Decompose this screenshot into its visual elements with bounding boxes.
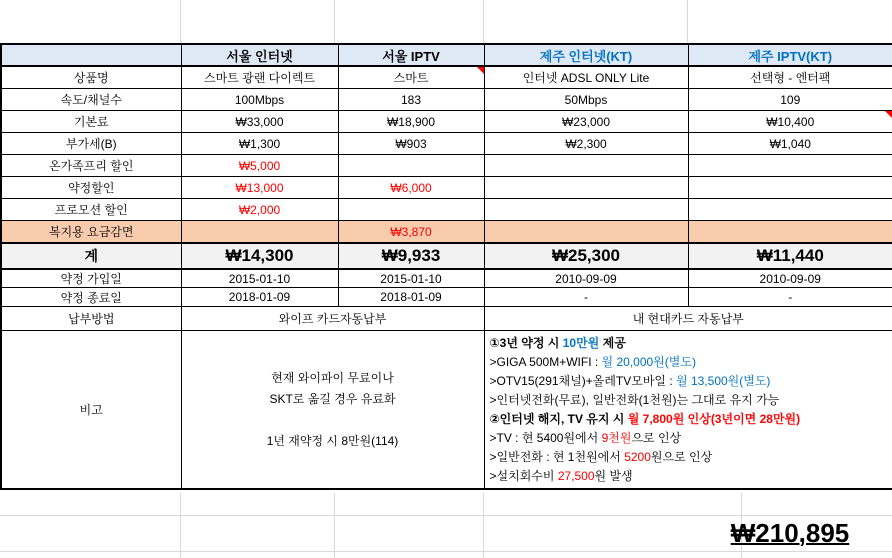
table-row-welfare-discount [1, 221, 892, 244]
table-cell[interactable]: ₩1,040 [688, 133, 892, 155]
note-segment: 원으로 인상 [650, 449, 713, 464]
plan-comparison-table [0, 43, 892, 490]
note-segment: >일반전화 : 현 1천원에서 [489, 449, 625, 464]
payment-cell-jeju[interactable]: 내 현대카드 자동납부 [484, 307, 892, 331]
table-cell[interactable] [688, 221, 892, 244]
note-segment: 원 발생 [594, 468, 633, 483]
table-row-vat [1, 133, 892, 155]
table-cell[interactable]: 183 [338, 89, 484, 111]
table-cell[interactable]: 50Mbps [484, 89, 688, 111]
table-row-contract-discount [1, 177, 892, 199]
note-segment: ①3년 약정 시 [489, 335, 563, 350]
table-cell[interactable]: - [688, 288, 892, 307]
corner-header-cell[interactable] [1, 44, 181, 66]
table-cell[interactable]: ₩14,300 [181, 243, 338, 269]
table-row-speed [1, 89, 892, 111]
note-segment: 으로 인상 [631, 430, 682, 445]
column-header-jeju-iptv[interactable]: 제주 IPTV(KT) [688, 44, 892, 66]
note-line [490, 467, 888, 486]
row-label[interactable]: 상품명 [1, 66, 181, 89]
table-cell[interactable]: ₩13,000 [181, 177, 338, 199]
table-row-family-discount [1, 155, 892, 177]
note-segment: ②인터넷 해지, TV 유지 시 [489, 411, 628, 426]
note-line: SKT로 옮길 경우 유료화 [269, 391, 396, 406]
table-cell[interactable] [484, 177, 688, 199]
note-line [490, 353, 888, 372]
table-row-base-fee [1, 111, 892, 133]
table-cell[interactable]: 스마트 광랜 다이렉트 [181, 66, 338, 89]
table-cell[interactable]: ₩3,870 [338, 221, 484, 244]
row-label[interactable]: 속도/채널수 [1, 89, 181, 111]
note-line [490, 410, 888, 429]
row-label[interactable]: 부가세(B) [1, 133, 181, 155]
column-header-seoul-internet[interactable]: 서울 인터넷 [181, 44, 338, 66]
gridline [180, 493, 181, 558]
row-label[interactable]: 온가족프리 할인 [1, 155, 181, 177]
table-cell[interactable]: ₩23,000 [484, 111, 688, 133]
note-segment: >OTV15(291채널)+올레TV모바일 : [489, 373, 677, 388]
comment-indicator [477, 67, 484, 74]
gridline [483, 493, 484, 558]
note-segment: 27,500 [557, 468, 595, 483]
row-label[interactable]: 기본료 [1, 111, 181, 133]
table-row-notes [1, 331, 892, 490]
table-cell[interactable]: 2015-01-10 [338, 269, 484, 288]
table-cell[interactable]: 100Mbps [181, 89, 338, 111]
notes-cell-jeju[interactable] [484, 331, 892, 490]
grand-total-cell[interactable]: ₩210,895 [730, 518, 850, 548]
table-cell[interactable] [484, 155, 688, 177]
note-segment: 제공 [599, 335, 626, 350]
row-label[interactable]: 복지용 요금감면 [1, 221, 181, 244]
note-line [490, 429, 888, 448]
note-line [490, 372, 888, 391]
row-label[interactable]: 약정 가입일 [1, 269, 181, 288]
table-cell[interactable]: ₩6,000 [338, 177, 484, 199]
note-line [490, 391, 888, 410]
table-cell[interactable]: ₩1,300 [181, 133, 338, 155]
gridline [483, 0, 484, 43]
note-segment: >인터넷전화(무료), 일반전화(1천원)는 그대로 유지 가능 [489, 392, 780, 407]
table-row-total [1, 243, 892, 269]
table-cell[interactable] [688, 111, 892, 133]
table-cell[interactable]: - [484, 288, 688, 307]
header-row [1, 44, 892, 66]
note-segment: 10만원 [562, 335, 600, 350]
row-label[interactable]: 납부방법 [1, 307, 181, 331]
note-segment: >TV : 현 5400원에서 [489, 430, 602, 445]
table-cell[interactable]: ₩9,933 [338, 243, 484, 269]
table-cell[interactable] [484, 199, 688, 221]
table-cell[interactable] [181, 221, 338, 244]
note-segment: >GIGA 500M+WIFI : [489, 354, 602, 369]
table-cell[interactable]: ₩903 [338, 133, 484, 155]
row-label[interactable]: 약정 종료일 [1, 288, 181, 307]
table-cell[interactable]: ₩2,300 [484, 133, 688, 155]
note-line [186, 410, 480, 431]
notes-cell-seoul[interactable] [181, 331, 484, 490]
payment-cell-seoul[interactable]: 와이프 카드자동납부 [181, 307, 484, 331]
table-row-contract-end [1, 288, 892, 307]
note-line: 현재 와이파이 무료이나 [271, 370, 394, 385]
table-row-payment [1, 307, 892, 331]
table-cell[interactable]: ₩25,300 [484, 243, 688, 269]
row-label[interactable]: 약정할인 [1, 177, 181, 199]
table-cell[interactable] [688, 199, 892, 221]
cell-text: 스마트 [393, 71, 429, 85]
table-cell[interactable] [688, 155, 892, 177]
gridline [687, 0, 688, 43]
row-label[interactable]: 비고 [1, 331, 181, 490]
column-header-seoul-iptv[interactable]: 서울 IPTV [338, 44, 484, 66]
table-cell[interactable]: 2010-09-09 [484, 269, 688, 288]
table-cell[interactable]: ₩33,000 [181, 111, 338, 133]
gridline [334, 493, 335, 558]
table-cell[interactable]: 인터넷 ADSL ONLY Lite [484, 66, 688, 89]
row-label[interactable]: 계 [1, 243, 181, 269]
gridline [334, 0, 335, 43]
table-cell[interactable]: 2015-01-10 [181, 269, 338, 288]
table-cell[interactable]: 2018-01-09 [338, 288, 484, 307]
note-segment: 월 13,500원(별도) [676, 373, 771, 388]
note-segment: 월 7,800원 인상(3년이면 28만원) [627, 411, 801, 426]
note-segment: 월 20,000원(별도) [601, 354, 696, 369]
table-row-promo-discount [1, 199, 892, 221]
note-segment: >설치회수비 [489, 468, 558, 483]
column-header-jeju-internet[interactable]: 제주 인터넷(KT) [484, 44, 688, 66]
note-line [490, 334, 888, 353]
table-cell[interactable] [338, 155, 484, 177]
gridline [0, 551, 892, 552]
note-segment: 5200 [624, 449, 651, 464]
table-cell[interactable]: ₩18,900 [338, 111, 484, 133]
table-row-product [1, 66, 892, 89]
table-cell[interactable]: ₩2,000 [181, 199, 338, 221]
table-cell[interactable]: 109 [688, 89, 892, 111]
table-cell[interactable] [338, 66, 484, 89]
table-cell[interactable]: ₩5,000 [181, 155, 338, 177]
gridline [180, 0, 181, 43]
note-segment: 9천원 [601, 430, 632, 445]
table-cell[interactable]: ₩11,440 [688, 243, 892, 269]
row-label[interactable]: 프로모션 할인 [1, 199, 181, 221]
table-cell[interactable]: 2010-09-09 [688, 269, 892, 288]
table-cell[interactable]: 2018-01-09 [181, 288, 338, 307]
table-cell[interactable] [484, 221, 688, 244]
comment-indicator [885, 111, 892, 118]
table-cell[interactable]: 선택형 - 엔터팩 [688, 66, 892, 89]
note-line: 1년 재약정 시 8만원(114) [266, 433, 399, 448]
cell-text: ₩10,400 [766, 114, 815, 129]
table-cell[interactable] [688, 177, 892, 199]
note-line [490, 448, 888, 467]
table-row-contract-start [1, 269, 892, 288]
table-cell[interactable] [338, 199, 484, 221]
